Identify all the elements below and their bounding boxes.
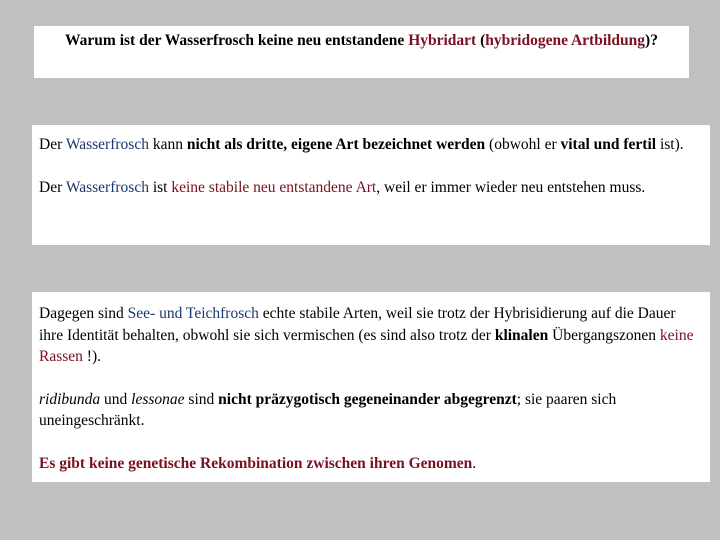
text-run: Der [39,178,66,196]
term-wasserfrosch: Wasserfrosch [65,178,149,196]
see-teichfrosch-text-box [32,292,710,482]
text-run: und [100,390,132,408]
text-run: , weil er immer wieder neu entstehen muss. [376,178,646,196]
title-paren-close: )? [645,32,658,49]
title-term-hybridogene-artbildung: hybridogene Artbildung [485,32,646,49]
paragraph-no-recombination [39,453,702,475]
text-run: ist [148,178,172,196]
species-lessonae: lessonae [131,390,185,408]
species-ridibunda: ridibunda [39,390,101,408]
paragraph-not-stable-species [39,177,702,199]
text-run: Übergangszonen [548,326,660,344]
slide-title [34,26,689,78]
paragraph-not-third-species [39,134,702,156]
bold-statement: nicht als dritte, eigene Art bezeichnet werden [186,136,486,153]
bold-praezygotisch: nicht präzygotisch gegeneinander abgegrenzt [218,390,517,408]
text-run: Dagegen sind [39,305,128,322]
text-run: ist). [656,136,684,153]
text-run: echte stabile Arten, weil sie trotz der Hybrisidierung auf die Dauer ihre Identität behalten, obwohl sie sich vermischen (es sind also trotz der [39,305,676,344]
text-run: kann [148,136,187,153]
term-keine-rekombination: Es gibt keine genetische Rekombination zwischen ihren Genomen [39,454,473,472]
text-run: Der [39,136,66,153]
text-run: sind [184,390,219,408]
title-term-hybridart: Hybridart [408,32,477,49]
bold-vital-fertil: vital und fertil [560,136,657,153]
title-paren-open: ( [476,32,486,49]
term-wasserfrosch: Wasserfrosch [65,136,149,153]
paragraph-no-prezygotic-barrier [39,389,702,432]
term-see-teichfrosch: See- und Teichfrosch [127,305,259,322]
term-keine-stabile-art: keine stabile neu entstandene Art [171,178,377,196]
title-text: Warum ist der Wasserfrosch keine neu entstandene [65,32,409,49]
text-run: !). [82,348,101,365]
text-run: . [472,454,477,472]
bold-klinalen: klinalen [494,326,549,344]
wasserfrosch-text-box [32,125,710,245]
text-run: (obwohl er [485,136,561,153]
text-run: ; sie paaren sich uneingeschränkt. [39,390,617,429]
paragraph-stable-species [39,303,702,368]
term-keine-rassen: keine Rassen [39,326,694,365]
